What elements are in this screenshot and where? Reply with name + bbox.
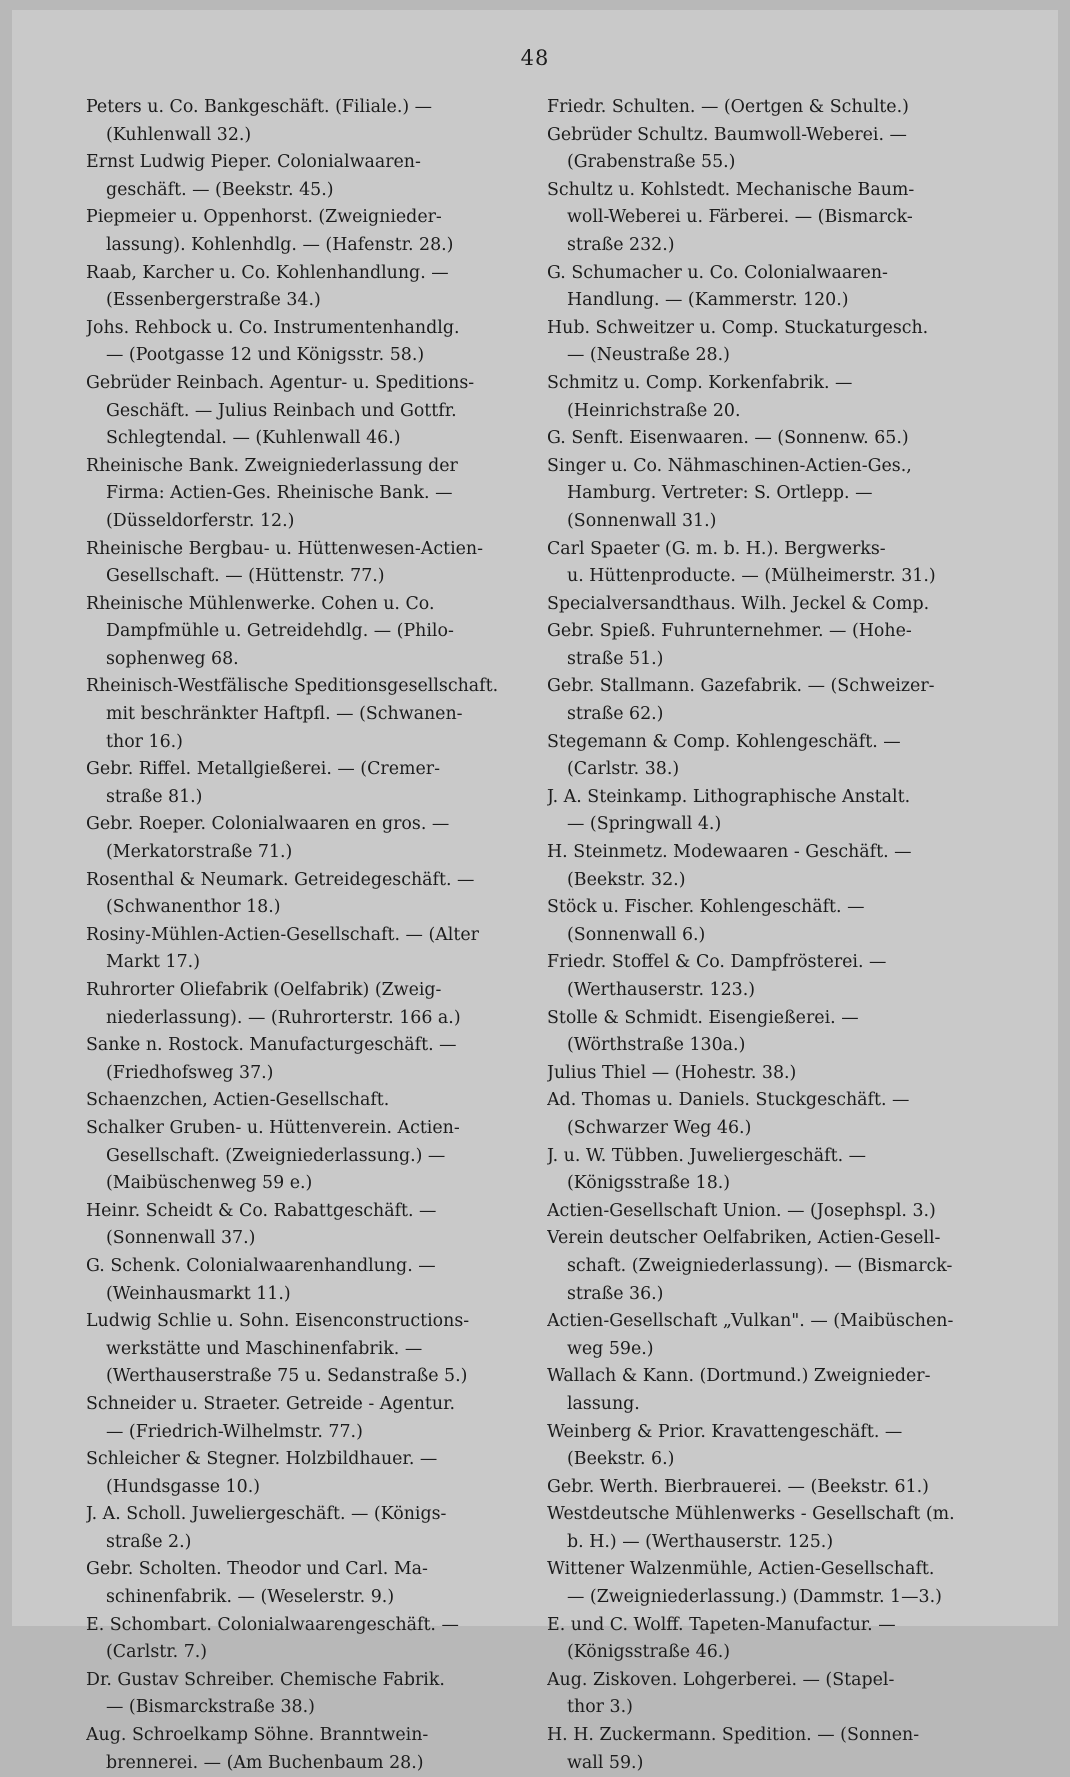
directory-entry [86, 1501, 516, 1556]
entry-line: Singer u. Co. Nähmaschinen-Actien-Ges., [547, 455, 912, 476]
entry-line: weg 59e.) [567, 1338, 654, 1359]
entry-line: Schalker Gruben- u. Hüttenverein. Actien- [86, 1117, 460, 1138]
directory-entry [547, 177, 987, 260]
directory-entry [547, 94, 987, 122]
entry-line: Julius Thiel — (Hohestr. 38.) [547, 1062, 797, 1083]
entry-line: G. Schumacher u. Co. Colonialwaaren- [547, 262, 888, 283]
entry-line: Specialversandthaus. Wilh. Jeckel & Comp. [547, 593, 930, 614]
directory-entry [547, 729, 987, 784]
entry-line: Johs. Rehbock u. Co. Instrumentenhandlg. [86, 317, 460, 338]
entry-line: Schmitz u. Comp. Korkenfabrik. — [547, 372, 853, 393]
entry-line: werkstätte und Maschinenfabrik. — [106, 1338, 423, 1359]
directory-entry [547, 1143, 987, 1198]
entry-line: H. Steinmetz. Modewaaren - Geschäft. — [547, 842, 912, 863]
entry-line: straße 36.) [567, 1283, 664, 1304]
directory-entry [86, 149, 516, 204]
entry-line: Stöck u. Fischer. Kohlengeschäft. — [547, 897, 865, 918]
entry-line: (Essenbergerstraße 34.) [106, 290, 321, 311]
entry-line: Friedr. Stoffel & Co. Dampfrösterei. — [547, 952, 887, 973]
entry-line: straße 2.) [106, 1531, 192, 1552]
directory-entry [86, 1032, 516, 1087]
entry-line: Schultz u. Kohlstedt. Mechanische Baum- [547, 179, 915, 200]
entry-line: (Sonnenwall 31.) [567, 510, 717, 531]
entry-line: (Schwarzer Weg 46.) [567, 1117, 752, 1138]
directory-entry [86, 591, 516, 674]
directory-entry [547, 315, 987, 370]
directory-entry [547, 784, 987, 839]
entry-line: Actien-Gesellschaft „Vulkan". — (Maibüschen- [547, 1311, 954, 1332]
directory-entry [86, 453, 516, 536]
entry-line: Hub. Schweitzer u. Comp. Stuckaturgesch. [547, 317, 929, 338]
directory-entry [547, 1419, 987, 1474]
directory-entry [547, 1005, 987, 1060]
directory-entry [86, 1115, 516, 1198]
entry-line: (Beekstr. 6.) [567, 1449, 675, 1470]
entry-line: straße 232.) [567, 234, 675, 255]
directory-entry [547, 618, 987, 673]
directory-entry [86, 1198, 516, 1253]
entry-line: Rheinisch-Westfälische Speditionsgesellschaft. [86, 676, 499, 697]
directory-entry [86, 315, 516, 370]
entry-line: thor 16.) [106, 731, 183, 752]
entry-line: G. Schenk. Colonialwaarenhandlung. — [86, 1255, 436, 1276]
entry-line: niederlassung). — (Ruhrorterstr. 166 a.) [106, 1007, 461, 1028]
directory-entry [547, 1667, 987, 1722]
entry-line: Schneider u. Straeter. Getreide - Agentur. [86, 1393, 456, 1414]
directory-page [12, 10, 1058, 1773]
entry-line: Geschäft. — Julius Reinbach und Gottfr. [106, 400, 457, 421]
entry-line: Markt 17.) [106, 952, 200, 973]
entry-line: (Grabenstraße 55.) [567, 152, 736, 173]
directory-entry [86, 1667, 516, 1722]
entry-line: (Carlstr. 7.) [106, 1642, 208, 1663]
entry-line: (Sonnenwall 37.) [106, 1228, 256, 1249]
entry-line: (Kuhlenwall 32.) [106, 124, 252, 145]
entry-line: Rheinische Mühlenwerke. Cohen u. Co. [86, 593, 435, 614]
entry-line: schinenfabrik. — (Weselerstr. 9.) [106, 1587, 395, 1608]
entry-line: Gebr. Riffel. Metallgießerei. — (Cremer- [86, 759, 440, 780]
entry-line: (Merkatorstraße 71.) [106, 842, 293, 863]
left-column [86, 94, 516, 1777]
directory-entry [547, 1308, 987, 1363]
directory-entry [86, 922, 516, 977]
directory-entry [547, 949, 987, 1004]
entry-line: Hamburg. Vertreter: S. Ortlepp. — [567, 483, 873, 504]
entry-line: Rosiny-Mühlen-Actien-Gesellschaft. — (Alter [86, 924, 479, 945]
entry-line: J. A. Scholl. Juweliergeschäft. — (Königs- [86, 1504, 447, 1525]
entry-line: woll-Weberei u. Färberei. — (Bismarck- [567, 207, 913, 228]
entry-line: — (Pootgasse 12 und Königsstr. 58.) [106, 345, 425, 366]
entry-line: Wittener Walzenmühle, Actien-Gesellschaft. [547, 1559, 935, 1580]
entry-line: Actien-Gesellschaft Union. — (Josephspl. 3.) [547, 1200, 936, 1221]
entry-line: (Heinrichstraße 20. [567, 400, 741, 421]
entry-line: Gebrüder Schultz. Baumwoll-Weberei. — [547, 124, 907, 145]
directory-entry [547, 1225, 987, 1308]
directory-entry [547, 1474, 987, 1502]
entry-line: straße 62.) [567, 704, 664, 725]
directory-entry [547, 425, 987, 453]
page-number: 48 [520, 46, 550, 70]
entry-line: Piepmeier u. Oppenhorst. (Zweignieder- [86, 207, 442, 228]
entry-line: Carl Spaeter (G. m. b. H.). Bergwerks- [547, 538, 886, 559]
entry-line: Schlegtendal. — (Kuhlenwall 46.) [106, 428, 401, 449]
directory-entry [547, 453, 987, 536]
entry-line: Gebrüder Reinbach. Agentur- u. Speditions- [86, 372, 475, 393]
entry-line: schaft. (Zweigniederlassung). — (Bismarck- [567, 1255, 953, 1276]
directory-entry [547, 894, 987, 949]
entry-line: Gebr. Roeper. Colonialwaaren en gros. — [86, 814, 450, 835]
directory-entry [547, 673, 987, 728]
directory-entry [547, 591, 987, 619]
entry-line: J. u. W. Tübben. Juweliergeschäft. — [547, 1145, 867, 1166]
directory-entry [547, 1087, 987, 1142]
entry-line: u. Hüttenproducte. — (Mülheimerstr. 31.) [567, 566, 936, 587]
entry-line: Dampfmühle u. Getreidehdlg. — (Philo- [106, 621, 454, 642]
directory-entry [547, 1722, 987, 1777]
entry-line: (Hundsgasse 10.) [106, 1476, 261, 1497]
entry-line: Ernst Ludwig Pieper. Colonialwaaren- [86, 152, 421, 173]
entry-line: (Wörthstraße 130a.) [567, 1035, 746, 1056]
entry-line: — (Bismarckstraße 38.) [106, 1697, 315, 1718]
entry-line: wall 59.) [567, 1752, 644, 1773]
entry-line: Gebr. Scholten. Theodor und Carl. Ma- [86, 1559, 428, 1580]
entry-line: — (Neustraße 28.) [567, 345, 730, 366]
entry-line: sophenweg 68. [106, 648, 239, 669]
directory-entry [547, 370, 987, 425]
directory-entry [547, 1363, 987, 1418]
right-column [547, 94, 987, 1777]
entry-line: straße 81.) [106, 786, 203, 807]
entry-line: Weinberg & Prior. Kravattengeschäft. — [547, 1421, 903, 1442]
entry-line: (Beekstr. 32.) [567, 869, 686, 890]
directory-entry [86, 673, 516, 756]
entry-line: (Sonnenwall 6.) [567, 924, 706, 945]
entry-line: Aug. Schroelkamp Söhne. Branntwein- [86, 1725, 429, 1746]
entry-line: Gebr. Stallmann. Gazefabrik. — (Schweizer- [547, 676, 935, 697]
entry-line: brennerei. — (Am Buchenbaum 28.) [106, 1752, 424, 1773]
entry-line: Gebr. Spieß. Fuhrunternehmer. — (Hohe- [547, 621, 912, 642]
directory-entry [86, 811, 516, 866]
entry-line: lassung. [567, 1393, 640, 1414]
directory-entry [86, 536, 516, 591]
entry-line: G. Senft. Eisenwaaren. — (Sonnenw. 65.) [547, 428, 909, 449]
entry-line: thor 3.) [567, 1697, 633, 1718]
entry-line: Ad. Thomas u. Daniels. Stuckgeschäft. — [547, 1090, 910, 1111]
directory-entry [86, 204, 516, 259]
entry-line: E. und C. Wolff. Tapeten-Manufactur. — [547, 1614, 896, 1635]
entry-line: Schaenzchen, Actien-Gesellschaft. [86, 1090, 390, 1111]
directory-entry [547, 260, 987, 315]
directory-entry [547, 1556, 987, 1611]
entry-line: (Schwanenthor 18.) [106, 897, 281, 918]
directory-entry [86, 1391, 516, 1446]
directory-entry [547, 536, 987, 591]
entry-line: (Düsseldorferstr. 12.) [106, 510, 295, 531]
entry-line: Raab, Karcher u. Co. Kohlenhandlung. — [86, 262, 449, 283]
entry-line: Stegemann & Comp. Kohlengeschäft. — [547, 731, 901, 752]
entry-line: Ludwig Schlie u. Sohn. Eisenconstructions- [86, 1311, 470, 1332]
entry-line: Ruhrorter Oliefabrik (Oelfabrik) (Zweig- [86, 980, 442, 1000]
directory-entry [86, 94, 516, 149]
entry-line: Verein deutscher Oelfabriken, Actien-Gesell- [547, 1228, 941, 1249]
entry-line: (Friedhofsweg 37.) [106, 1062, 274, 1083]
entry-line: Rheinische Bank. Zweigniederlassung der [86, 455, 458, 476]
entry-line: (Maibüschenweg 59 e.) [106, 1173, 313, 1194]
directory-entry [86, 1087, 516, 1115]
directory-entry [547, 839, 987, 894]
entry-line: E. Schombart. Colonialwaarengeschäft. — [86, 1614, 459, 1635]
directory-entry [86, 1722, 516, 1777]
entry-line: Stolle & Schmidt. Eisengießerei. — [547, 1007, 859, 1028]
entry-line: Westdeutsche Mühlenwerks - Gesellschaft (m. [547, 1504, 955, 1525]
entry-line: Peters u. Co. Bankgeschäft. (Filiale.) — [86, 97, 433, 117]
entry-line: Schleicher & Stegner. Holzbildhauer. — [86, 1449, 438, 1470]
directory-entry [86, 1308, 516, 1391]
entry-line: Handlung. — (Kammerstr. 120.) [567, 290, 849, 311]
entry-line: Rheinische Bergbau- u. Hüttenwesen-Actien- [86, 538, 483, 559]
directory-entry [86, 260, 516, 315]
entry-line: (Königsstraße 18.) [567, 1173, 731, 1194]
entry-line: b. H.) — (Werthauserstr. 125.) [567, 1531, 834, 1552]
directory-entry [86, 370, 516, 453]
entry-line: Sanke n. Rostock. Manufacturgeschäft. — [86, 1035, 457, 1056]
entry-line: J. A. Steinkamp. Lithographische Anstalt. [547, 786, 911, 807]
entry-line: Rosenthal & Neumark. Getreidegeschäft. — [86, 869, 475, 890]
directory-entry [547, 1060, 987, 1088]
directory-entry [547, 1612, 987, 1667]
entry-line: — (Springwall 4.) [567, 814, 722, 835]
directory-entry [86, 756, 516, 811]
entry-line: — (Zweigniederlassung.) (Dammstr. 1—3.) [567, 1587, 942, 1608]
entry-line: H. H. Zuckermann. Spedition. — (Sonnen- [547, 1725, 920, 1746]
entry-line: Aug. Ziskoven. Lohgerberei. — (Stapel- [547, 1669, 895, 1690]
entry-line: — (Friedrich-Wilhelmstr. 77.) [106, 1421, 363, 1442]
entry-line: Dr. Gustav Schreiber. Chemische Fabrik. [86, 1669, 445, 1690]
entry-line: Firma: Actien-Ges. Rheinische Bank. — [106, 483, 453, 504]
entry-line: (Werthauserstraße 75 u. Sedanstraße 5.) [106, 1366, 468, 1387]
entry-line: lassung). Kohlenhdlg. — (Hafenstr. 28.) [106, 234, 454, 255]
directory-entry [547, 122, 987, 177]
entry-line: geschäft. — (Beekstr. 45.) [106, 179, 334, 200]
directory-entry [86, 977, 516, 1032]
entry-line: Gesellschaft. — (Hüttenstr. 77.) [106, 566, 385, 587]
entry-line: straße 51.) [567, 648, 664, 669]
entry-line: (Weinhausmarkt 11.) [106, 1283, 291, 1304]
entry-line: Heinr. Scheidt & Co. Rabattgeschäft. — [86, 1200, 437, 1221]
entry-line: (Werthauserstr. 123.) [567, 980, 756, 1000]
entry-line: (Carlstr. 38.) [567, 759, 680, 780]
entry-line: Wallach & Kann. (Dortmund.) Zweignieder- [547, 1366, 931, 1387]
directory-entry [86, 1556, 516, 1611]
entry-line: Friedr. Schulten. — (Oertgen & Schulte.) [547, 97, 909, 117]
entry-line: (Königsstraße 46.) [567, 1642, 731, 1663]
directory-entry [86, 1612, 516, 1667]
directory-entry [547, 1198, 987, 1226]
entry-line: mit beschränkter Haftpfl. — (Schwanen- [106, 704, 463, 725]
entry-line: Gebr. Werth. Bierbrauerei. — (Beekstr. 61.) [547, 1476, 929, 1497]
directory-entry [86, 1253, 516, 1308]
directory-entry [86, 867, 516, 922]
directory-entry [86, 1446, 516, 1501]
directory-entry [547, 1501, 987, 1556]
entry-line: Gesellschaft. (Zweigniederlassung.) — [106, 1145, 446, 1166]
